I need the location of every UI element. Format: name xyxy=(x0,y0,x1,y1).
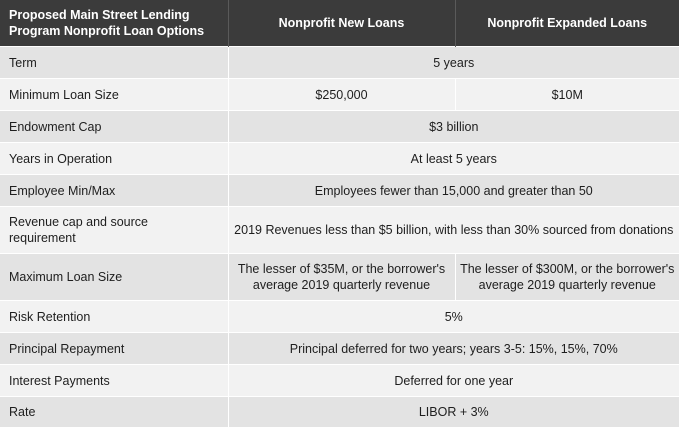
row-value: At least 5 years xyxy=(228,143,679,175)
table-row-risk-retention xyxy=(0,301,679,333)
row-value-expanded-line1: The lesser of $300M, or the borrower's xyxy=(460,262,675,276)
row-value: LIBOR + 3% xyxy=(228,397,679,427)
table-row-employee-min-max xyxy=(0,175,679,207)
row-value: Deferred for one year xyxy=(228,365,679,397)
row-value-new-line2: average 2019 quarterly revenue xyxy=(252,278,431,292)
table-title-line2: Program Nonprofit Loan Options xyxy=(9,24,205,38)
table-title-line1: Proposed Main Street Lending xyxy=(9,8,190,22)
row-label-line2: requirement xyxy=(9,231,76,245)
table-title xyxy=(0,0,228,47)
row-label: Term xyxy=(0,47,228,79)
header-row xyxy=(0,0,679,47)
table-row-term xyxy=(0,47,679,79)
row-value-expanded-line2: average 2019 quarterly revenue xyxy=(478,278,656,292)
table-row-endowment-cap xyxy=(0,111,679,143)
row-label-line1: Revenue cap and source xyxy=(9,215,148,229)
table-row-rate xyxy=(0,397,679,427)
column-header-expanded-loans: Nonprofit Expanded Loans xyxy=(455,0,679,47)
row-label: Endowment Cap xyxy=(0,111,228,143)
table-row-principal-repayment xyxy=(0,333,679,365)
row-label: Maximum Loan Size xyxy=(0,254,228,301)
row-label: Minimum Loan Size xyxy=(0,79,228,111)
row-value: 5 years xyxy=(228,47,679,79)
row-value: Employees fewer than 15,000 and greater than 50 xyxy=(228,175,679,207)
row-value: 2019 Revenues less than $5 billion, with less than 30% sourced from donations xyxy=(228,207,679,254)
column-header-new-loans: Nonprofit New Loans xyxy=(228,0,455,47)
table-row-revenue-cap xyxy=(0,207,679,254)
row-value-expanded: $10M xyxy=(455,79,679,111)
table-row-interest-payments xyxy=(0,365,679,397)
row-label: Risk Retention xyxy=(0,301,228,333)
row-value-new xyxy=(228,254,455,301)
table-row-minimum-loan-size xyxy=(0,79,679,111)
row-label: Employee Min/Max xyxy=(0,175,228,207)
row-value: $3 billion xyxy=(228,111,679,143)
row-value: Principal deferred for two years; years 3-5: 15%, 15%, 70% xyxy=(228,333,679,365)
table-row-maximum-loan-size xyxy=(0,254,679,301)
row-value: 5% xyxy=(228,301,679,333)
row-value-new: $250,000 xyxy=(228,79,455,111)
row-value-expanded xyxy=(455,254,679,301)
row-label: Years in Operation xyxy=(0,143,228,175)
row-label xyxy=(0,207,228,254)
row-label: Principal Repayment xyxy=(0,333,228,365)
table-row-years-in-operation xyxy=(0,143,679,175)
row-value-new-line1: The lesser of $35M, or the borrower's xyxy=(237,262,446,276)
row-label: Interest Payments xyxy=(0,365,228,397)
row-label: Rate xyxy=(0,397,228,427)
